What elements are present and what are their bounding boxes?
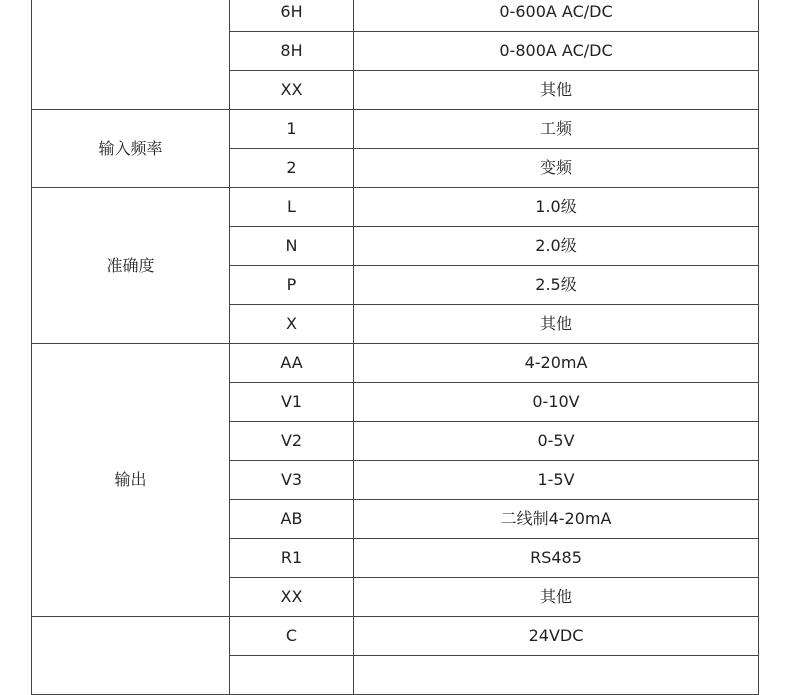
desc-cell: 二线制4-20mA [354,500,759,539]
code-cell: R1 [230,539,354,578]
desc-cell: 0-800A AC/DC [354,32,759,71]
desc-cell: 变频 [354,149,759,188]
code-cell: AB [230,500,354,539]
desc-cell: 0-600A AC/DC [354,0,759,32]
desc-cell: 其他 [354,578,759,617]
code-cell: XX [230,578,354,617]
table-row [32,0,759,32]
desc-cell: 4-20mA [354,344,759,383]
code-cell: XX [230,71,354,110]
table-row [32,110,759,149]
accuracy-label: 准确度 [32,188,230,344]
desc-cell: RS485 [354,539,759,578]
code-cell: C [230,617,354,656]
table-row [32,188,759,227]
desc-cell: 0-10V [354,383,759,422]
code-cell: X [230,305,354,344]
code-cell: 1 [230,110,354,149]
desc-cell: 工频 [354,110,759,149]
desc-cell: 2.5级 [354,266,759,305]
code-cell: V2 [230,422,354,461]
desc-cell: 0-5V [354,422,759,461]
desc-cell: 24VDC [354,617,759,656]
power-group-cell [32,617,230,695]
table-row [32,344,759,383]
code-cell: V3 [230,461,354,500]
desc-cell: 其他 [354,71,759,110]
code-cell: 2 [230,149,354,188]
table-row [32,617,759,656]
code-cell: AA [230,344,354,383]
desc-cell: 其他 [354,305,759,344]
desc-cell: 1.0级 [354,188,759,227]
code-cell: N [230,227,354,266]
desc-cell [354,656,759,695]
code-cell [230,656,354,695]
desc-cell: 2.0级 [354,227,759,266]
desc-cell: 1-5V [354,461,759,500]
input-frequency-label: 输入频率 [32,110,230,188]
output-label: 输出 [32,344,230,617]
range-group-cell [32,0,230,110]
code-cell: L [230,188,354,227]
spec-table [31,0,759,695]
code-cell: P [230,266,354,305]
code-cell: 8H [230,32,354,71]
code-cell: V1 [230,383,354,422]
code-cell: 6H [230,0,354,32]
